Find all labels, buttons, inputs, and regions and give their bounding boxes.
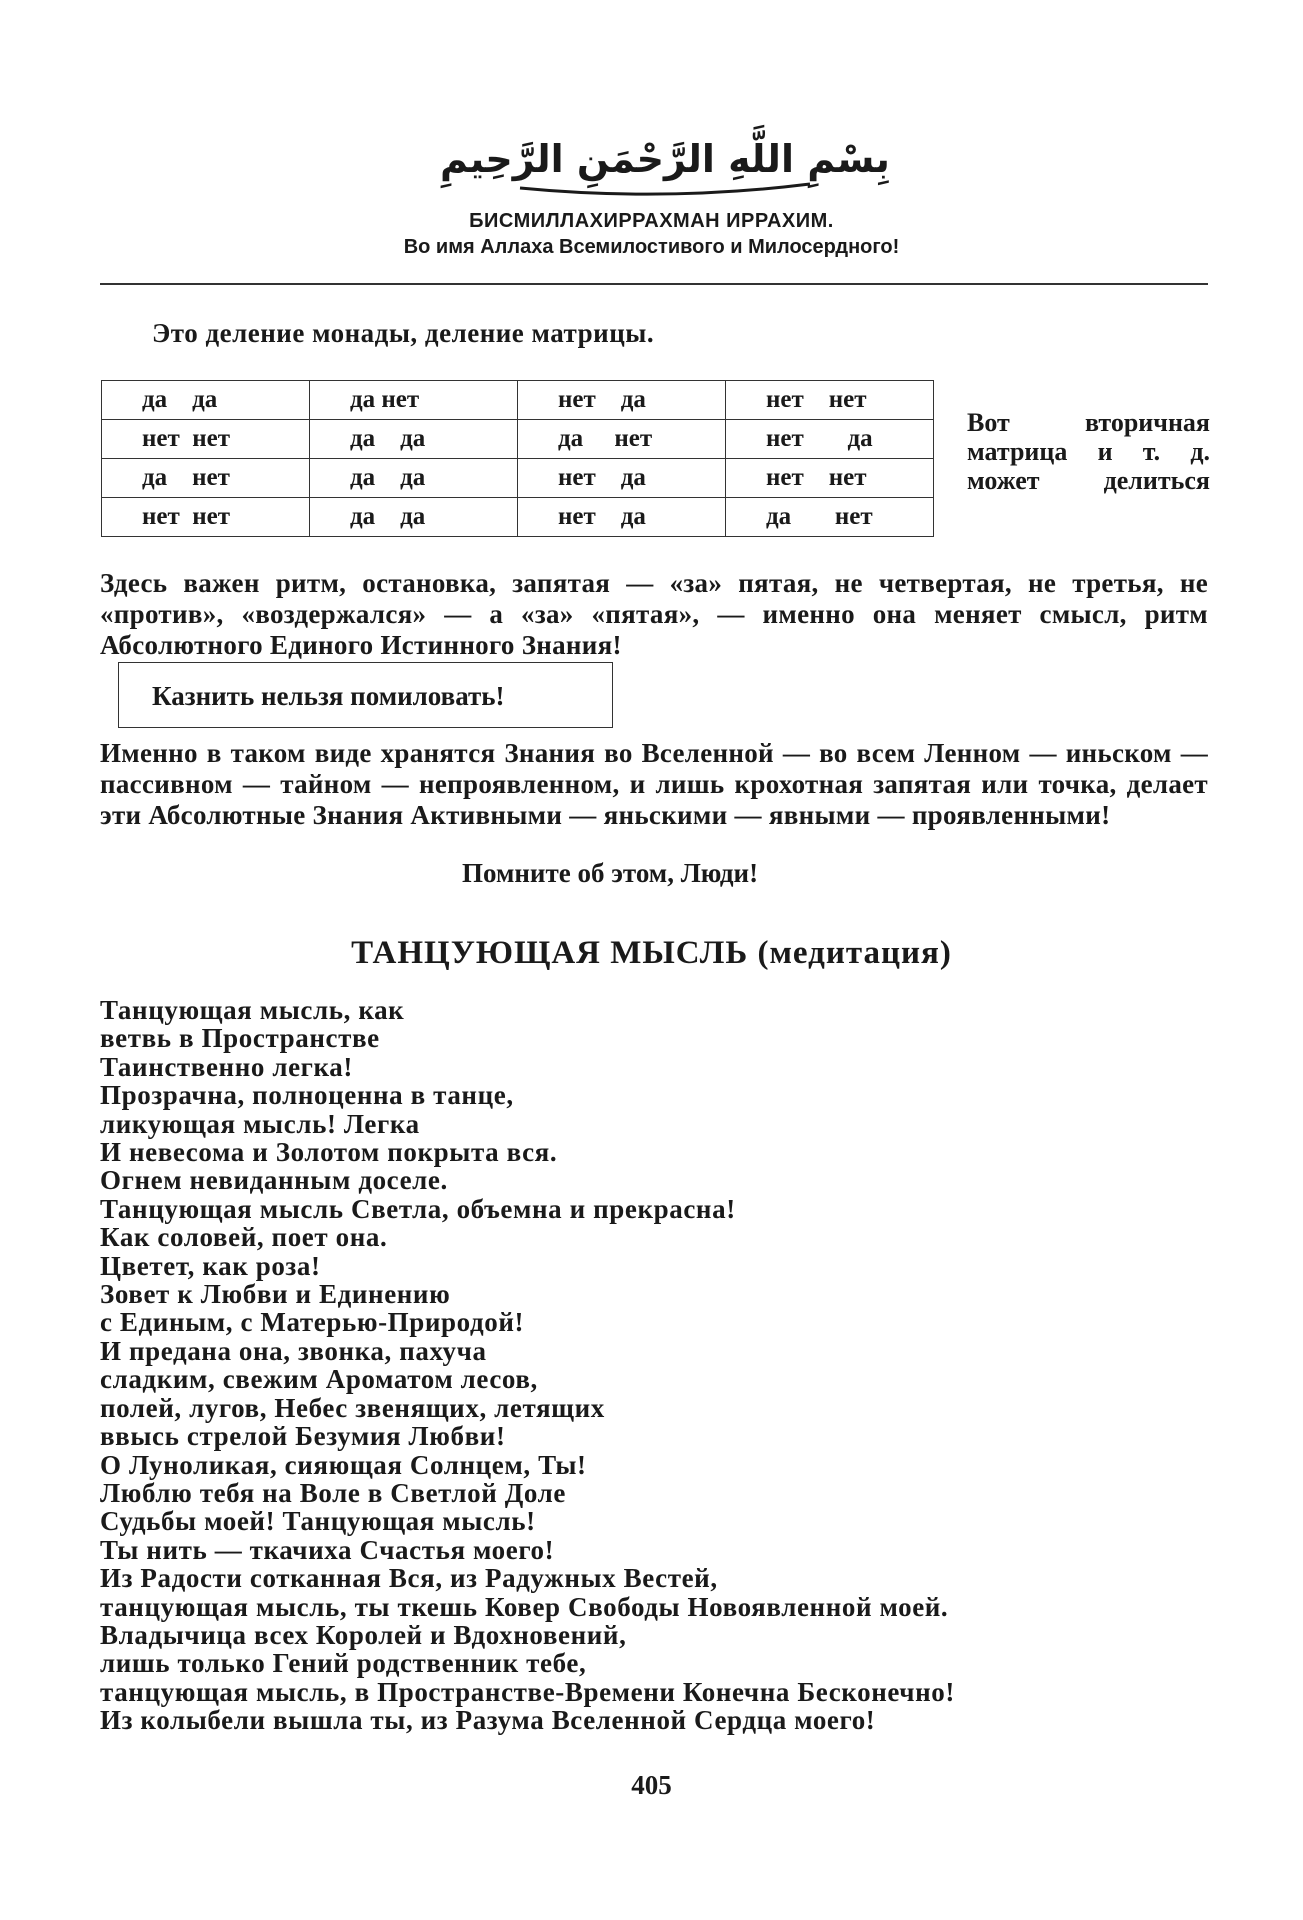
matrix-cell: нет нет: [102, 498, 310, 537]
matrix-cell: да нет: [102, 459, 310, 498]
poem-line: Из Радости сотканная Вся, из Радужных Вестей,: [100, 1563, 718, 1594]
matrix-cell: да да: [102, 381, 310, 420]
matrix-row: [102, 459, 934, 498]
poem-line: сладким, свежим Ароматом лесов,: [100, 1364, 538, 1395]
poem-lines: [100, 996, 1210, 1735]
poem-line: Прозрачна, полноценна в танце,: [100, 1080, 514, 1111]
poem-title: ТАНЦУЮЩАЯ МЫСЛЬ (медитация): [351, 935, 952, 971]
matrix-cell: да да: [310, 459, 518, 498]
matrix-cell: да да: [310, 420, 518, 459]
matrix-cell: нет нет: [102, 420, 310, 459]
header-divider: [100, 283, 1208, 285]
poem-line: Судьбы моей! Танцующая мысль!: [100, 1506, 536, 1537]
poem-line: танцующая мысль, ты ткешь Ковер Свободы Новоявленной моей.: [100, 1591, 949, 1622]
knowledge-paragraph: Именно в таком виде хранятся Знания во Вселенной — во всем Ленном — иньском — пассивном — тайном — непроявленном, и лишь крохотная запятая или точка, делает эти Абсолютные Знания Активными — яньскими — явными — проявленными!: [100, 738, 1208, 830]
poem-line: Из колыбели вышла ты, из Разума Вселенной Сердца моего!: [100, 1705, 876, 1736]
poem-line: ввысь стрелой Безумия Любви!: [100, 1421, 506, 1452]
matrix-cell: нет да: [518, 459, 726, 498]
poem-line: Владычица всех Королей и Вдохновений,: [100, 1619, 627, 1650]
matrix-row: [102, 498, 934, 537]
poem-line: Танцующая мысль, как: [100, 995, 405, 1025]
poem-line: О Луноликая, сияющая Солнцем, Ты!: [100, 1449, 587, 1480]
bismillah-transliteration: БИСМИЛЛАХИРРАХМАН ИРРАХИМ.: [469, 210, 834, 232]
page-number: 405: [631, 1770, 672, 1800]
calligraphy-underline: [520, 184, 810, 194]
poem-line: Ты нить — ткачиха Счастья моего!: [100, 1534, 555, 1565]
poem-line: Таинственно легка!: [100, 1051, 353, 1082]
matrix-row: [102, 381, 934, 420]
poem-line: с Единым, с Матерью-Природой!: [100, 1307, 525, 1338]
matrix-row: [102, 420, 934, 459]
poem-line: Как соловей, поет она.: [100, 1222, 388, 1253]
matrix-cell: да нет: [726, 498, 934, 537]
poem-line: Люблю тебя на Воле в Светлой Доле: [100, 1477, 566, 1508]
matrix-side-note: Вот вторичная матрица и т. д. может делиться: [967, 408, 1210, 495]
matrix-cell: да нет: [310, 381, 518, 420]
poem-line: полей, лугов, Небес звенящих, летящих: [100, 1392, 605, 1423]
bismillah-calligraphy: [440, 110, 890, 200]
intro-text: Это деление монады, деление матрицы.: [152, 318, 655, 348]
poem-line: Танцующая мысль Светла, объемна и прекрасна!: [100, 1193, 736, 1224]
poem-line: ветвь в Пространстве: [100, 1023, 380, 1054]
matrix-cell: нет нет: [726, 381, 934, 420]
poem-line: И предана она, звонка, пахуча: [100, 1335, 487, 1366]
poem-line: Огнем невиданным доселе.: [100, 1165, 448, 1196]
matrix-cell: нет да: [518, 498, 726, 537]
matrix-cell: нет да: [726, 420, 934, 459]
poem-line: танцующая мысль, в Пространстве-Времени Конечна Бесконечно!: [100, 1676, 955, 1707]
poem-line: Зовет к Любви и Единению: [100, 1279, 451, 1310]
remember-line: Помните об этом, Люди!: [462, 858, 759, 888]
poem-line: Цветет, как роза!: [100, 1250, 321, 1281]
matrix-cell: да нет: [518, 420, 726, 459]
poem-line: ликующая мысль! Легка: [100, 1108, 420, 1139]
rhythm-paragraph: Здесь важен ритм, остановка, запятая — «за» пятая, не четвертая, не третья, не «против», «воздержался» — а «за» «пятая», — именно она меняет смысл, ритм Абсолютного Единого Истинного Знания!: [100, 568, 1208, 660]
matrix-cell: да да: [310, 498, 518, 537]
matrix-cell: нет да: [518, 381, 726, 420]
bismillah-translation: Во имя Аллаха Всемилостивого и Милосердного!: [403, 236, 900, 258]
verdict-text: Казнить нельзя помиловать!: [152, 681, 505, 711]
poem-line: И невесома и Золотом покрыта вся.: [100, 1137, 558, 1168]
poem-line: лишь только Гений родственник тебе,: [100, 1648, 587, 1679]
matrix-cell: нет нет: [726, 459, 934, 498]
matrix-table: [101, 380, 934, 537]
bismillah-arabic-text: بِسْمِ اللَّهِ الرَّحْمَنِ الرَّحِيمِ: [440, 137, 890, 181]
